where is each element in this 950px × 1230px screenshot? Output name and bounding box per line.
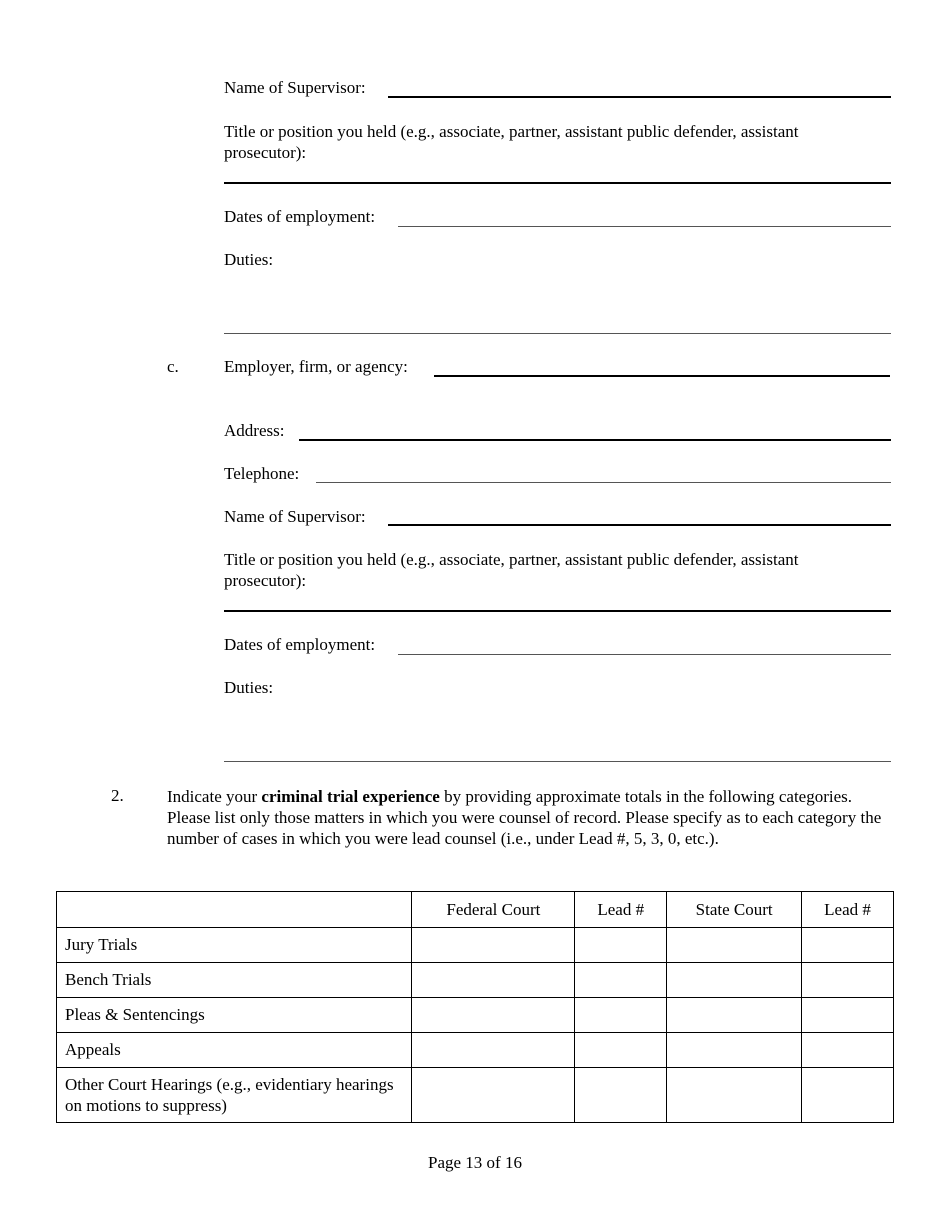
row-label: Bench Trials: [57, 963, 412, 998]
title-position-field[interactable]: [224, 610, 891, 612]
input-cell[interactable]: [575, 1033, 667, 1068]
input-cell[interactable]: [667, 1033, 802, 1068]
input-cell[interactable]: [575, 928, 667, 963]
title-position-field[interactable]: [224, 182, 891, 184]
header-lead: Lead #: [575, 892, 667, 928]
table-row: [57, 963, 894, 998]
supervisor-label: Name of Supervisor:: [224, 507, 366, 526]
row-label: Pleas & Sentencings: [57, 998, 412, 1033]
row-label: Other Court Hearings (e.g., evidentiary hearings on motions to suppress): [57, 1068, 412, 1123]
question-emphasis: criminal trial experience: [261, 787, 440, 806]
input-cell[interactable]: [412, 1033, 575, 1068]
table-row: [57, 1068, 894, 1123]
supervisor-field[interactable]: [388, 524, 891, 526]
row-label: Jury Trials: [57, 928, 412, 963]
input-cell[interactable]: [802, 998, 894, 1033]
input-cell[interactable]: [802, 963, 894, 998]
dates-field[interactable]: [398, 654, 891, 655]
supervisor-label: Name of Supervisor:: [224, 78, 366, 97]
duties-label: Duties:: [224, 250, 274, 269]
title-position-label: Title or position you held (e.g., associate, partner, assistant public defender, assistant prosecutor):: [224, 550, 799, 590]
address-field[interactable]: [299, 439, 891, 441]
duties-label: Duties:: [224, 678, 274, 697]
criminal-trial-experience-table: [56, 891, 894, 1123]
telephone-field[interactable]: [316, 482, 891, 483]
table-header-row: [57, 892, 894, 928]
header-federal-court: Federal Court: [412, 892, 575, 928]
input-cell[interactable]: [667, 963, 802, 998]
header-state-court: State Court: [667, 892, 802, 928]
input-cell[interactable]: [575, 1068, 667, 1123]
input-cell[interactable]: [802, 1068, 894, 1123]
telephone-label: Telephone:: [224, 464, 300, 483]
table-row: [57, 928, 894, 963]
table-row: [57, 998, 894, 1033]
input-cell[interactable]: [667, 928, 802, 963]
dates-label: Dates of employment:: [224, 635, 376, 654]
input-cell[interactable]: [412, 1068, 575, 1123]
supervisor-field[interactable]: [388, 96, 891, 98]
section-c-marker: c.: [167, 357, 179, 376]
input-cell[interactable]: [802, 1033, 894, 1068]
input-cell[interactable]: [667, 1068, 802, 1123]
duties-field[interactable]: [224, 761, 891, 762]
dates-field[interactable]: [398, 226, 891, 227]
input-cell[interactable]: [412, 928, 575, 963]
input-cell[interactable]: [667, 998, 802, 1033]
input-cell[interactable]: [802, 928, 894, 963]
input-cell[interactable]: [412, 963, 575, 998]
title-position-label: Title or position you held (e.g., associate, partner, assistant public defender, assistant prosecutor):: [224, 122, 799, 162]
question-number: 2.: [111, 786, 124, 805]
duties-field[interactable]: [224, 333, 891, 334]
table-row: [57, 1033, 894, 1068]
employer-field[interactable]: [434, 375, 890, 377]
input-cell[interactable]: [412, 998, 575, 1033]
row-label: Appeals: [57, 1033, 412, 1068]
header-cell: [57, 892, 412, 928]
question-text: Indicate your criminal trial experience by providing approximate totals in the following categories. Please list only those matters in which you were counsel of record. Please specify as to each category the number of cases in which you were lead counsel (i.e., under Lead #, 5, 3, 0, etc.).: [167, 787, 882, 848]
dates-label: Dates of employment:: [224, 207, 376, 226]
page-number: Page 13 of 16: [428, 1153, 522, 1172]
input-cell[interactable]: [575, 998, 667, 1033]
address-label: Address:: [224, 421, 285, 440]
employer-label: Employer, firm, or agency:: [224, 357, 408, 376]
header-lead: Lead #: [802, 892, 894, 928]
input-cell[interactable]: [575, 963, 667, 998]
